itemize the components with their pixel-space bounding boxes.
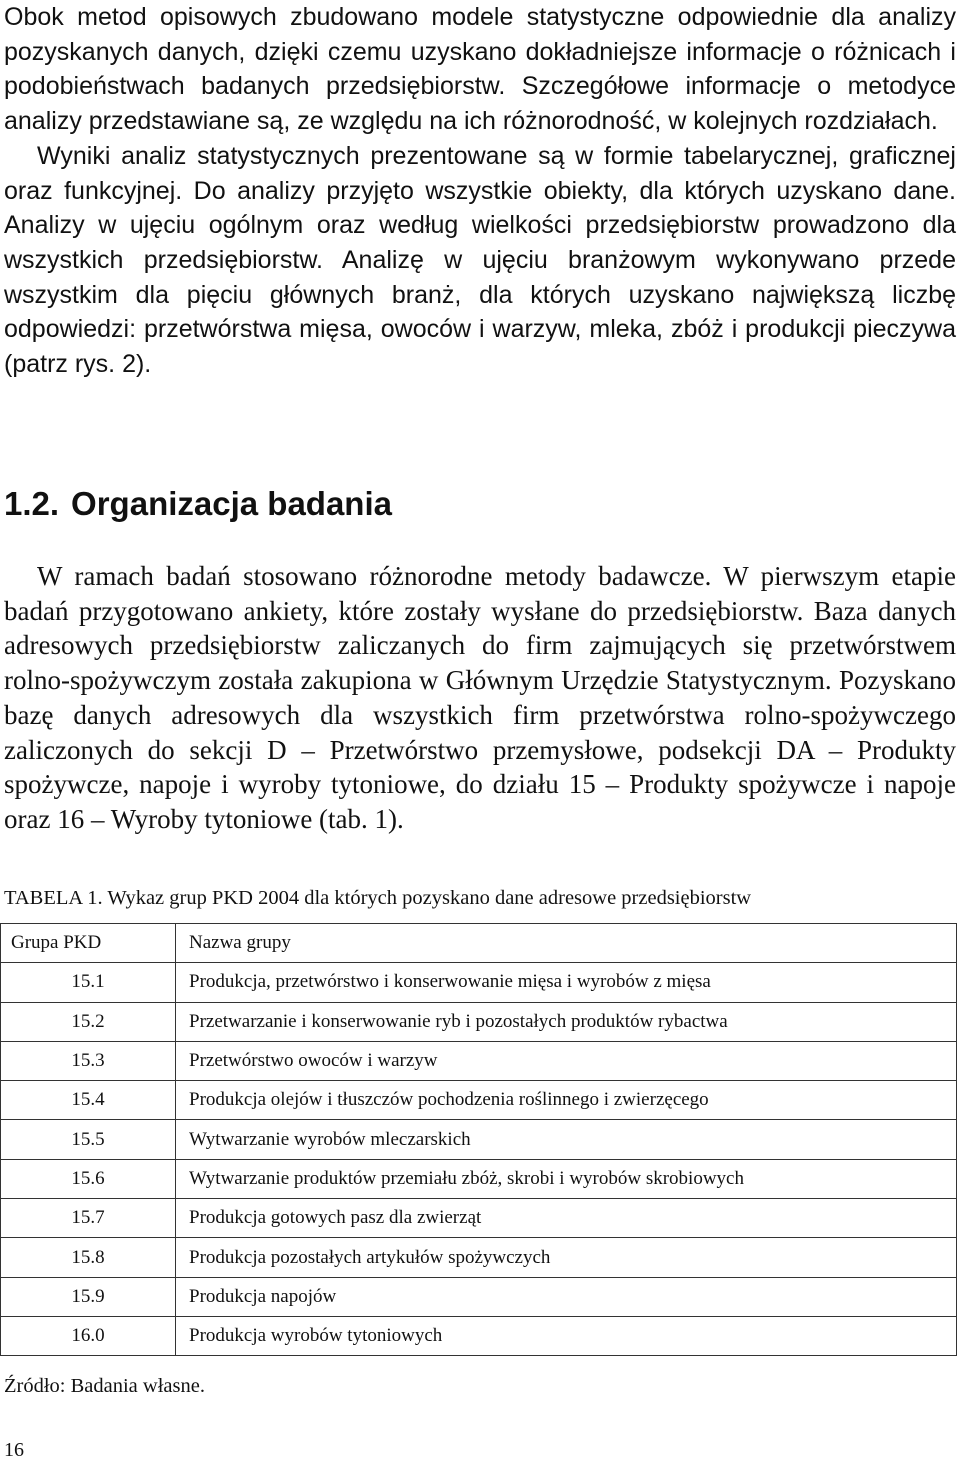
table-row bbox=[1, 1199, 957, 1238]
pkd-code-cell: 15.6 bbox=[1, 1159, 176, 1198]
table-row bbox=[1, 963, 957, 1002]
pkd-code-cell: 16.0 bbox=[1, 1316, 176, 1355]
pkd-groups-table bbox=[0, 923, 957, 1356]
table-caption: TABELA 1. Wykaz grup PKD 2004 dla których pozyskano dane adresowe przedsiębiorstw bbox=[4, 887, 752, 909]
table-row bbox=[1, 1041, 957, 1080]
section-number: 1.2. bbox=[4, 485, 60, 522]
pkd-code-cell: 15.9 bbox=[1, 1277, 176, 1316]
section-paragraph: W ramach badań stosowano różnorodne metody badawcze. W pierwszym etapie badań przygotowano ankiety, które zostały wysłane do przedsiębiorstw. Baza danych adresowych przedsiębiorstw zaliczanych do firm zajmujących się przetwórstwem rolno-spożywczym została zakupiona w Głównym Urzędzie Statystycznym. Pozyskano bazę danych adresowych dla wszystkich firm przetwórstwa rolno-spożywczego zaliczonych do sekcji D – Przetwórstwo przemysłowe, podsekcji DA – Produkty spożywcze, napoje i wyroby tytoniowe, do działu 15 – Produkty spożywcze i napoje oraz 16 – Wyroby tytoniowe (tab. 1). bbox=[4, 561, 956, 834]
table-row bbox=[1, 1159, 957, 1198]
pkd-code-cell: 15.8 bbox=[1, 1238, 176, 1277]
table-row bbox=[1, 1120, 957, 1159]
column-header-name: Nazwa grupy bbox=[176, 924, 957, 963]
pkd-name-cell: Produkcja wyrobów tytoniowych bbox=[176, 1316, 957, 1355]
pkd-name-cell: Produkcja napojów bbox=[176, 1277, 957, 1316]
table-row bbox=[1, 1277, 957, 1316]
pkd-name-cell: Wytwarzanie wyrobów mleczarskich bbox=[176, 1120, 957, 1159]
page-number: 16 bbox=[4, 1439, 24, 1461]
pkd-code-cell: 15.2 bbox=[1, 1002, 176, 1041]
column-header-group: Grupa PKD bbox=[1, 924, 176, 963]
table-row bbox=[1, 1081, 957, 1120]
pkd-code-cell: 15.7 bbox=[1, 1199, 176, 1238]
table-row bbox=[1, 1238, 957, 1277]
pkd-name-cell: Produkcja gotowych pasz dla zwierząt bbox=[176, 1199, 957, 1238]
table-source-note: Źródło: Badania własne. bbox=[4, 1375, 205, 1397]
table-row bbox=[1, 1316, 957, 1355]
section-text bbox=[4, 559, 956, 837]
intro-paragraph-2: Wyniki analiz statystycznych prezentowane są w formie tabelarycznej, graficznej oraz funkcyjnej. Do analizy przyjęto wszystkie obiekty, dla których uzyskano dane. Analizy w ujęciu ogólnym oraz według wielkości przedsiębiorstw prowadzono dla wszystkich przedsiębiorstw. Analizę w ujęciu branżowym wykonywano przede wszystkim dla pięciu głównych branż, dla których uzyskano największą liczbę odpowiedzi: przetwórstwa mięsa, owoców i warzyw, mleka, zbóż i produkcji pieczywa (patrz rys. 2). bbox=[4, 141, 956, 379]
table-row bbox=[1, 1002, 957, 1041]
section-title: Organizacja badania bbox=[71, 485, 392, 522]
intro-paragraph-1: Obok metod opisowych zbudowano modele statystyczne odpowiednie dla analizy pozyskanych danych, dzięki czemu uzyskano dokładniejsze informacje o różnicach i podobieństwach badanych przedsiębiorstw. Szczegółowe informacje o metodyce analizy przedstawiane są, ze względu na ich różnorodność, w kolejnych rozdziałach. bbox=[4, 3, 956, 136]
pkd-name-cell: Przetwórstwo owoców i warzyw bbox=[176, 1041, 957, 1080]
table-header-row bbox=[1, 924, 957, 963]
pkd-code-cell: 15.5 bbox=[1, 1120, 176, 1159]
pkd-name-cell: Przetwarzanie i konserwowanie ryb i pozostałych produktów rybactwa bbox=[176, 1002, 957, 1041]
intro-text bbox=[4, 0, 956, 382]
pkd-code-cell: 15.3 bbox=[1, 1041, 176, 1080]
pkd-name-cell: Produkcja olejów i tłuszczów pochodzenia roślinnego i zwierzęcego bbox=[176, 1081, 957, 1120]
pkd-name-cell: Produkcja, przetwórstwo i konserwowanie mięsa i wyrobów z mięsa bbox=[176, 963, 957, 1002]
pkd-code-cell: 15.4 bbox=[1, 1081, 176, 1120]
pkd-name-cell: Produkcja pozostałych artykułów spożywczych bbox=[176, 1238, 957, 1277]
pkd-name-cell: Wytwarzanie produktów przemiału zbóż, skrobi i wyrobów skrobiowych bbox=[176, 1159, 957, 1198]
section-heading bbox=[4, 480, 392, 528]
pkd-code-cell: 15.1 bbox=[1, 963, 176, 1002]
